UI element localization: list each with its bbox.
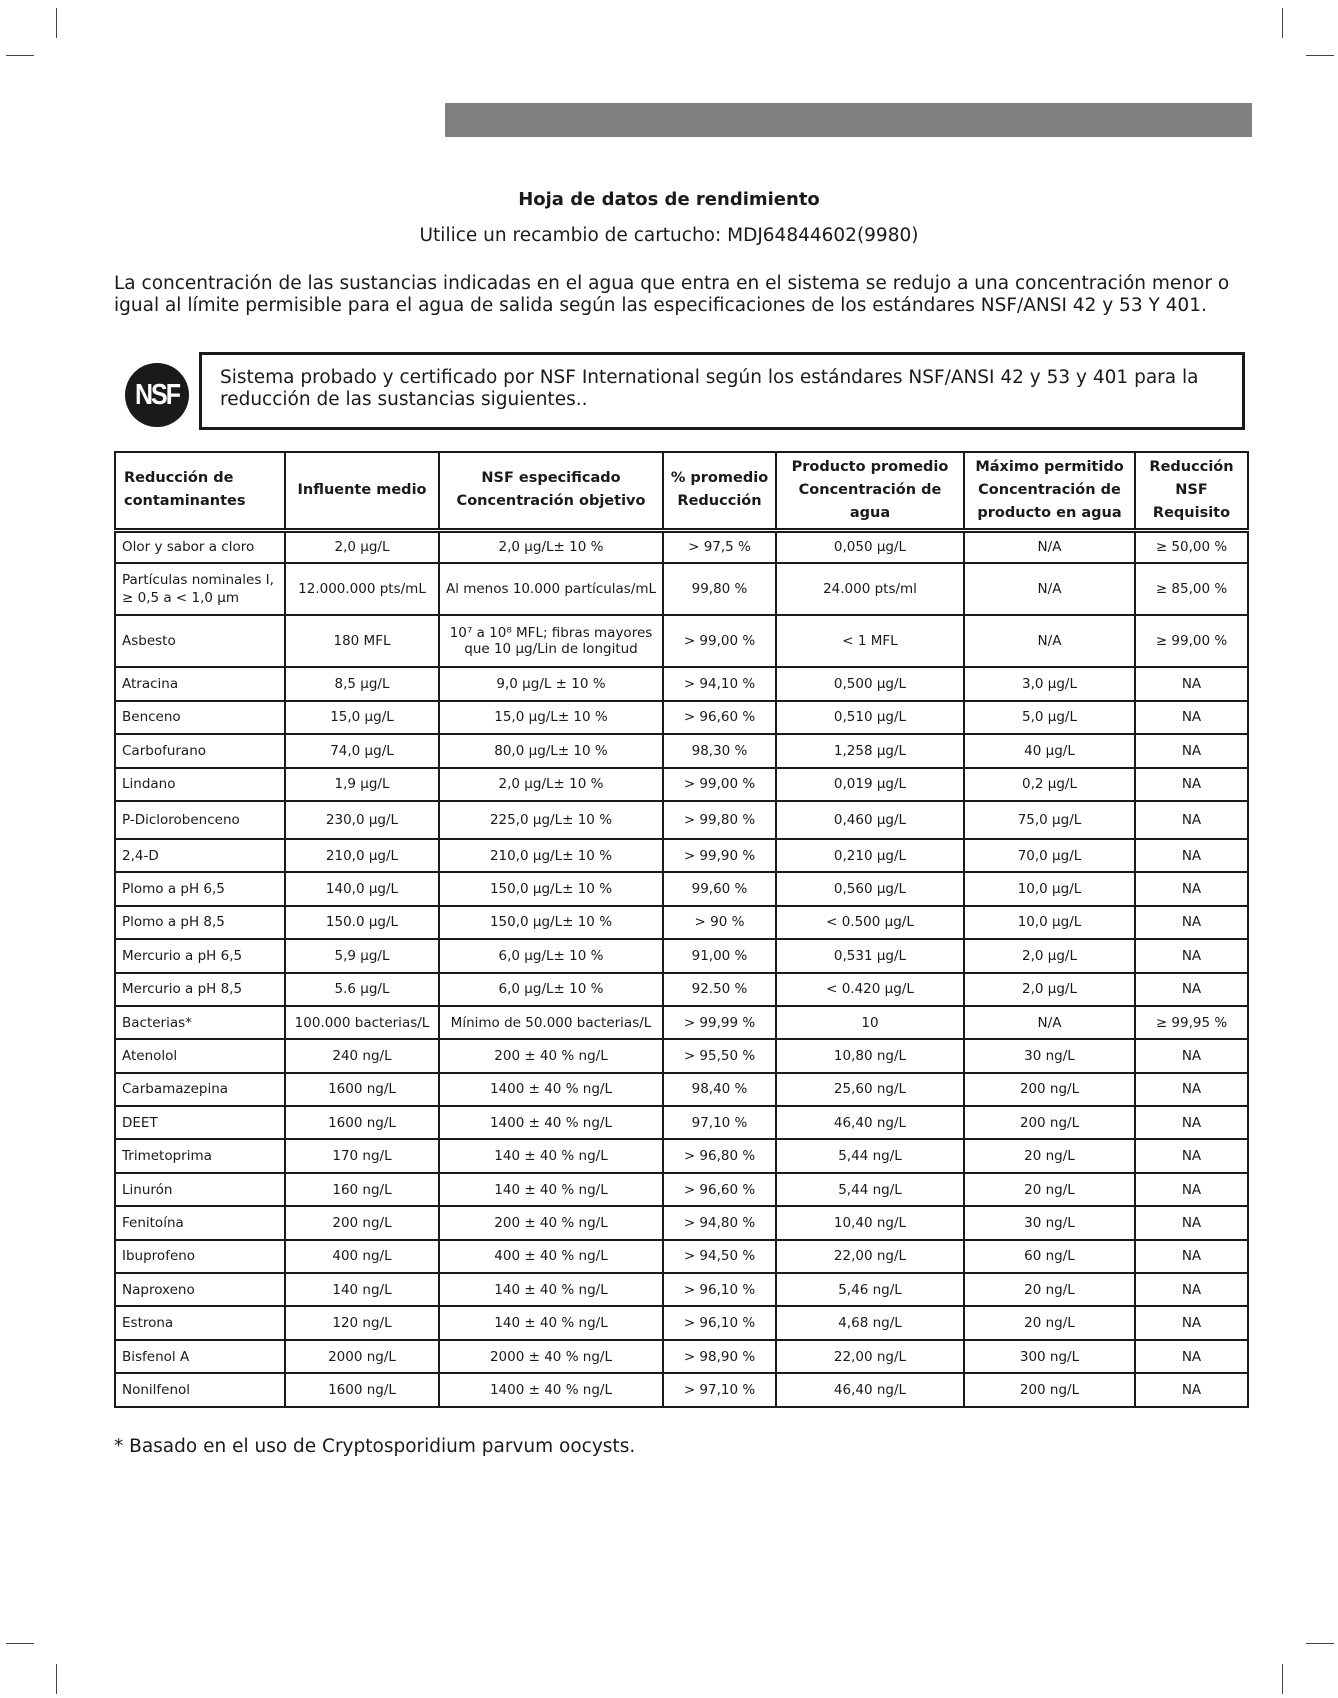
table-cell: 10,40 ng/L [776, 1206, 964, 1239]
crop-mark [6, 55, 34, 56]
table-cell: P-Diclorobenceno [115, 801, 285, 839]
table-cell: Nonilfenol [115, 1373, 285, 1406]
table-cell: NA [1135, 939, 1248, 972]
table-cell: N/A [964, 563, 1135, 615]
table-row [115, 1373, 1248, 1406]
table-cell: Plomo a pH 6,5 [115, 872, 285, 905]
table-cell: 1400 ± 40 % ng/L [439, 1373, 663, 1406]
table-cell: 170 ng/L [285, 1139, 439, 1172]
table-cell: Bacterias* [115, 1006, 285, 1039]
table-cell: 12.000.000 pts/mL [285, 563, 439, 615]
table-cell: 140 ± 40 % ng/L [439, 1139, 663, 1172]
table-row [115, 768, 1248, 801]
header-bar [445, 103, 1252, 137]
table-cell: < 0.420 µg/L [776, 973, 964, 1006]
table-cell: 150,0 µg/L± 10 % [439, 906, 663, 939]
table-cell: 140 ± 40 % ng/L [439, 1273, 663, 1306]
table-cell: 140 ± 40 % ng/L [439, 1173, 663, 1206]
performance-table [114, 451, 1249, 1408]
table-row [115, 939, 1248, 972]
table-cell: 4,68 ng/L [776, 1306, 964, 1339]
table-cell: 0,560 µg/L [776, 872, 964, 905]
table-cell: 200 ng/L [964, 1106, 1135, 1139]
table-cell: NA [1135, 1206, 1248, 1239]
table-cell: 75,0 µg/L [964, 801, 1135, 839]
table-cell: 70,0 µg/L [964, 839, 1135, 872]
table-cell: 10⁷ a 10⁸ MFL; fibras mayores que 10 µg/Lin de longitud [439, 615, 663, 667]
table-row [115, 1340, 1248, 1373]
table-cell: NA [1135, 906, 1248, 939]
table-cell: 0,460 µg/L [776, 801, 964, 839]
table-cell: 9,0 µg/L ± 10 % [439, 667, 663, 700]
table-cell: 20 ng/L [964, 1273, 1135, 1306]
table-row [115, 1206, 1248, 1239]
table-cell: 99,60 % [663, 872, 776, 905]
table-cell: N/A [964, 615, 1135, 667]
table-cell: NA [1135, 872, 1248, 905]
table-row [115, 734, 1248, 767]
table-cell: 22,00 ng/L [776, 1340, 964, 1373]
table-cell: Ibuprofeno [115, 1240, 285, 1273]
table-cell: NA [1135, 1240, 1248, 1273]
table-cell: 10,80 ng/L [776, 1039, 964, 1072]
table-cell: NA [1135, 801, 1248, 839]
table-cell: Lindano [115, 768, 285, 801]
table-cell: 3,0 µg/L [964, 667, 1135, 700]
column-header: % promedio Reducción [663, 452, 776, 530]
certification-box [199, 352, 1245, 430]
table-cell: 2,4-D [115, 839, 285, 872]
table-row [115, 973, 1248, 1006]
table-cell: Naproxeno [115, 1273, 285, 1306]
table-cell: 25,60 ng/L [776, 1073, 964, 1106]
table-cell: 0,050 µg/L [776, 530, 964, 563]
table-cell: > 94,10 % [663, 667, 776, 700]
table-cell: N/A [964, 530, 1135, 563]
table-cell: 2,0 µg/L± 10 % [439, 530, 663, 563]
table-cell: 1,258 µg/L [776, 734, 964, 767]
table-cell: NA [1135, 1106, 1248, 1139]
table-cell: > 94,80 % [663, 1206, 776, 1239]
table-cell: Partículas nominales I, ≥ 0,5 a < 1,0 µm [115, 563, 285, 615]
table-cell: > 96,10 % [663, 1306, 776, 1339]
table-cell: 140 ± 40 % ng/L [439, 1306, 663, 1339]
table-cell: 0,500 µg/L [776, 667, 964, 700]
table-cell: 150,0 µg/L± 10 % [439, 872, 663, 905]
table-cell: 200 ng/L [964, 1073, 1135, 1106]
table-cell: 1600 ng/L [285, 1073, 439, 1106]
table-cell: 15,0 µg/L± 10 % [439, 701, 663, 734]
table-cell: NA [1135, 1039, 1248, 1072]
table-cell: 60 ng/L [964, 1240, 1135, 1273]
table-cell: 2,0 µg/L [964, 973, 1135, 1006]
table-cell: 0,531 µg/L [776, 939, 964, 972]
table-cell: 140,0 µg/L [285, 872, 439, 905]
table-row [115, 1173, 1248, 1206]
table-cell: > 96,80 % [663, 1139, 776, 1172]
table-cell: 20 ng/L [964, 1139, 1135, 1172]
table-cell: NA [1135, 973, 1248, 1006]
table-cell: 210,0 µg/L± 10 % [439, 839, 663, 872]
table-cell: 46,40 ng/L [776, 1373, 964, 1406]
table-cell: 0,510 µg/L [776, 701, 964, 734]
table-row [115, 667, 1248, 700]
table-cell: 2,0 µg/L [964, 939, 1135, 972]
table-cell: 92.50 % [663, 973, 776, 1006]
table-cell: NA [1135, 768, 1248, 801]
table-cell: 2000 ng/L [285, 1340, 439, 1373]
table-cell: NA [1135, 1340, 1248, 1373]
table-cell: 0,210 µg/L [776, 839, 964, 872]
table-cell: 0,2 µg/L [964, 768, 1135, 801]
table-cell: 5,46 ng/L [776, 1273, 964, 1306]
table-cell: > 99,00 % [663, 768, 776, 801]
table-cell: 0,019 µg/L [776, 768, 964, 801]
table-cell: > 99,80 % [663, 801, 776, 839]
table-row [115, 906, 1248, 939]
table-cell: 30 ng/L [964, 1206, 1135, 1239]
table-cell: Mínimo de 50.000 bacterias/L [439, 1006, 663, 1039]
table-cell: 140 ng/L [285, 1273, 439, 1306]
table-cell: 98,40 % [663, 1073, 776, 1106]
table-row [115, 701, 1248, 734]
table-cell: Olor y sabor a cloro [115, 530, 285, 563]
table-cell: 2,0 µg/L± 10 % [439, 768, 663, 801]
crop-mark [56, 1664, 57, 1694]
nsf-logo-icon [125, 363, 189, 427]
table-cell: > 97,10 % [663, 1373, 776, 1406]
nsf-logo-text: NSF [135, 378, 179, 411]
table-cell: 30 ng/L [964, 1039, 1135, 1072]
table-cell: > 96,10 % [663, 1273, 776, 1306]
table-cell: > 94,50 % [663, 1240, 776, 1273]
table-cell: 97,10 % [663, 1106, 776, 1139]
table-row [115, 1273, 1248, 1306]
table-cell: Atracina [115, 667, 285, 700]
table-cell: 99,80 % [663, 563, 776, 615]
table-cell: Bisfenol A [115, 1340, 285, 1373]
table-cell: Al menos 10.000 partículas/mL [439, 563, 663, 615]
table-cell: 230,0 µg/L [285, 801, 439, 839]
table-cell: Estrona [115, 1306, 285, 1339]
table-cell: Atenolol [115, 1039, 285, 1072]
table-cell: Plomo a pH 8,5 [115, 906, 285, 939]
table-row [115, 1073, 1248, 1106]
table-cell: 20 ng/L [964, 1306, 1135, 1339]
table-cell: DEET [115, 1106, 285, 1139]
table-cell: Linurón [115, 1173, 285, 1206]
column-header: NSF especificado Concentración objetivo [439, 452, 663, 530]
table-cell: < 0.500 µg/L [776, 906, 964, 939]
table-cell: > 97,5 % [663, 530, 776, 563]
table-cell: > 99,00 % [663, 615, 776, 667]
column-header: Producto promedio Concentración de agua [776, 452, 964, 530]
table-cell: 6,0 µg/L± 10 % [439, 939, 663, 972]
table-row [115, 1106, 1248, 1139]
table-cell: 400 ± 40 % ng/L [439, 1240, 663, 1273]
table-cell: N/A [964, 1006, 1135, 1039]
table-cell: 2000 ± 40 % ng/L [439, 1340, 663, 1373]
table-cell: Benceno [115, 701, 285, 734]
table-cell: 10 [776, 1006, 964, 1039]
table-cell: 1600 ng/L [285, 1373, 439, 1406]
table-cell: 10,0 µg/L [964, 872, 1135, 905]
table-cell: 6,0 µg/L± 10 % [439, 973, 663, 1006]
crop-mark [1282, 8, 1283, 38]
table-cell: ≥ 99,95 % [1135, 1006, 1248, 1039]
table-cell: 74,0 µg/L [285, 734, 439, 767]
table-cell: NA [1135, 1073, 1248, 1106]
table-row [115, 839, 1248, 872]
table-cell: 91,00 % [663, 939, 776, 972]
table-header-row [115, 452, 1248, 530]
table-row [115, 1006, 1248, 1039]
table-row [115, 1039, 1248, 1072]
table-cell: 5,44 ng/L [776, 1173, 964, 1206]
table-cell: 5,9 µg/L [285, 939, 439, 972]
table-cell: Trimetoprima [115, 1139, 285, 1172]
crop-mark [1282, 1664, 1283, 1694]
table-cell: 15,0 µg/L [285, 701, 439, 734]
table-cell: 5,44 ng/L [776, 1139, 964, 1172]
table-cell: > 95,50 % [663, 1039, 776, 1072]
table-cell: > 98,90 % [663, 1340, 776, 1373]
crop-mark [56, 8, 57, 38]
crop-mark [6, 1643, 34, 1644]
table-cell: 40 µg/L [964, 734, 1135, 767]
certification-text: Sistema probado y certificado por NSF International según los estándares NSF/ANSI 42 y 53 y 401 para la reducción de las sustancias siguientes.. [220, 367, 1199, 410]
table-cell: Mercurio a pH 8,5 [115, 973, 285, 1006]
table-cell: NA [1135, 667, 1248, 700]
table-row [115, 801, 1248, 839]
table-row [115, 872, 1248, 905]
table-cell: NA [1135, 1173, 1248, 1206]
table-cell: 80,0 µg/L± 10 % [439, 734, 663, 767]
table-cell: 200 ng/L [285, 1206, 439, 1239]
table-cell: 300 ng/L [964, 1340, 1135, 1373]
table-cell: 400 ng/L [285, 1240, 439, 1273]
table-row [115, 1139, 1248, 1172]
footnote: * Basado en el uso de Cryptosporidium parvum oocysts. [114, 1436, 636, 1457]
table-cell: NA [1135, 1139, 1248, 1172]
table-cell: 22,00 ng/L [776, 1240, 964, 1273]
table-cell: 200 ng/L [964, 1373, 1135, 1406]
table-cell: 1,9 µg/L [285, 768, 439, 801]
table-cell: 24.000 pts/ml [776, 563, 964, 615]
column-header: Máximo permitido Concentración de producto en agua [964, 452, 1135, 530]
table-cell: 46,40 ng/L [776, 1106, 964, 1139]
table-cell: 210,0 µg/L [285, 839, 439, 872]
crop-mark [1306, 55, 1334, 56]
table-row [115, 563, 1248, 615]
table-cell: 5.6 µg/L [285, 973, 439, 1006]
table-cell: 160 ng/L [285, 1173, 439, 1206]
column-header: Reducción NSF Requisito [1135, 452, 1248, 530]
table-cell: < 1 MFL [776, 615, 964, 667]
table-cell: 120 ng/L [285, 1306, 439, 1339]
table-cell: > 96,60 % [663, 1173, 776, 1206]
table-cell: > 99,90 % [663, 839, 776, 872]
page-title: Hoja de datos de rendimiento [518, 189, 820, 210]
table-cell: Carbofurano [115, 734, 285, 767]
table-cell: 10,0 µg/L [964, 906, 1135, 939]
table-cell: Asbesto [115, 615, 285, 667]
table-cell: 20 ng/L [964, 1173, 1135, 1206]
column-header: Influente medio [285, 452, 439, 530]
table-cell: > 99,99 % [663, 1006, 776, 1039]
table-cell: NA [1135, 839, 1248, 872]
table-cell: 1400 ± 40 % ng/L [439, 1106, 663, 1139]
table-cell: 180 MFL [285, 615, 439, 667]
table-cell: 1400 ± 40 % ng/L [439, 1073, 663, 1106]
table-row [115, 1240, 1248, 1273]
table-cell: 1600 ng/L [285, 1106, 439, 1139]
table-cell: > 96,60 % [663, 701, 776, 734]
table-cell: ≥ 85,00 % [1135, 563, 1248, 615]
table-cell: Mercurio a pH 6,5 [115, 939, 285, 972]
table-cell: Carbamazepina [115, 1073, 285, 1106]
table-body [115, 530, 1248, 1407]
table-row [115, 530, 1248, 563]
intro-paragraph: La concentración de las sustancias indicadas en el agua que entra en el sistema se redujo a una concentración menor o igual al límite permisible para el agua de salida según las especificaciones de los estándares NSF/ANSI 42 y 53 Y 401. [114, 273, 1230, 316]
table-cell: NA [1135, 1306, 1248, 1339]
crop-mark [1306, 1643, 1334, 1644]
table-cell: 200 ± 40 % ng/L [439, 1039, 663, 1072]
table-cell: 240 ng/L [285, 1039, 439, 1072]
table-cell: ≥ 50,00 % [1135, 530, 1248, 563]
table-cell: 150.0 µg/L [285, 906, 439, 939]
table-cell: Fenitoína [115, 1206, 285, 1239]
table-cell: NA [1135, 734, 1248, 767]
table-cell: > 90 % [663, 906, 776, 939]
table-cell: 200 ± 40 % ng/L [439, 1206, 663, 1239]
table-row [115, 1306, 1248, 1339]
table-cell: 5,0 µg/L [964, 701, 1135, 734]
table-cell: NA [1135, 1373, 1248, 1406]
table-cell: NA [1135, 1273, 1248, 1306]
table-cell: 8,5 µg/L [285, 667, 439, 700]
table-cell: 100.000 bacterias/L [285, 1006, 439, 1039]
table-cell: ≥ 99,00 % [1135, 615, 1248, 667]
table-cell: 98,30 % [663, 734, 776, 767]
table-cell: 2,0 µg/L [285, 530, 439, 563]
table-cell: 225,0 µg/L± 10 % [439, 801, 663, 839]
column-header: Reducción de contaminantes [115, 452, 285, 530]
table-cell: NA [1135, 701, 1248, 734]
table-row [115, 615, 1248, 667]
page-subtitle: Utilice un recambio de cartucho: MDJ64844602(9980) [419, 225, 919, 246]
